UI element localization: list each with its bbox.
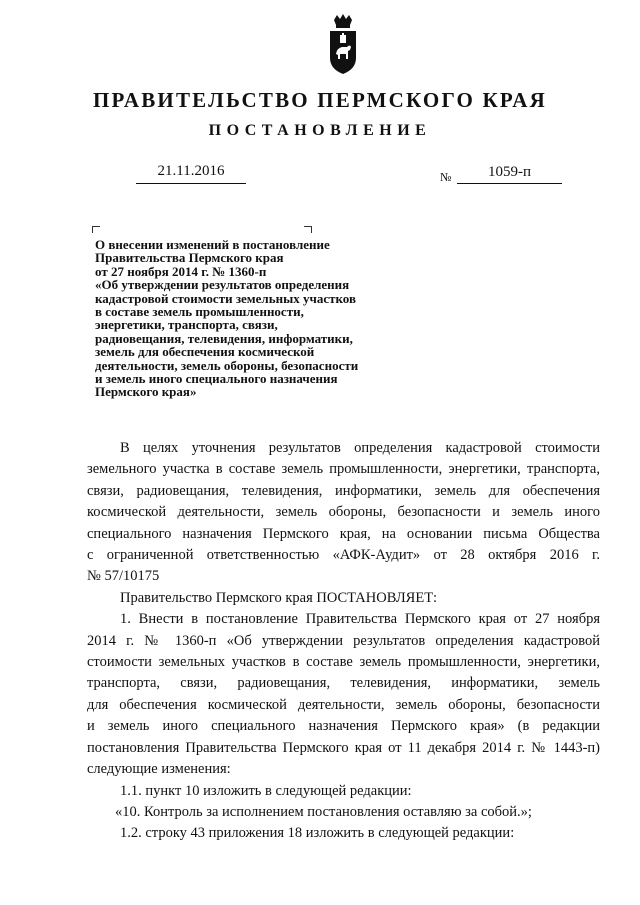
preamble-line: № 57/10175 bbox=[87, 568, 160, 585]
document-date: 21.11.2016 bbox=[136, 163, 246, 184]
item-1-line: постановления Правительства Пермского края от 11 декабря 2014 г. № 1443-п) bbox=[87, 739, 600, 756]
item-1-line: транспорта, связи, радиовещания, телевидения, информатики, земель bbox=[87, 675, 600, 692]
number-label: № bbox=[440, 170, 452, 184]
subject-line: кадастровой стоимости земельных участков bbox=[95, 290, 356, 306]
item-1-line: для обеспечения космической деятельности, земель обороны, безопасности bbox=[87, 696, 600, 713]
subject-line: радиовещания, телевидения, информатики, bbox=[95, 330, 353, 346]
document-subject bbox=[95, 238, 425, 399]
document-body bbox=[87, 438, 600, 845]
preamble-line: специального назначения Пермского края, на основании письма Общества bbox=[87, 525, 600, 542]
document-type: ПОСТАНОВЛЕНИЕ bbox=[208, 122, 432, 139]
subject-line: в составе земель промышленности, bbox=[95, 304, 304, 320]
preamble-line: с ограниченной ответственностью «АФК-Аудит» от 28 октября 2016 г. bbox=[87, 547, 600, 564]
subject-line: О внесении изменений в постановление bbox=[95, 237, 330, 252]
subject-bracket-left bbox=[92, 226, 100, 233]
item-1-1: 1.1. пункт 10 изложить в следующей редакции: bbox=[120, 782, 412, 799]
item-1-2: 1.2. строку 43 приложения 18 изложить в следующей редакции: bbox=[120, 825, 515, 842]
subject-line: и земель иного специального назначения bbox=[95, 371, 338, 387]
item-10-text: «10. Контроль за исполнением постановления оставляю за собой.»; bbox=[115, 803, 532, 820]
subject-line: земель для обеспечения космической bbox=[95, 344, 315, 360]
subject-line: Пермского края» bbox=[95, 384, 197, 400]
subject-line: «Об утверждении результатов определения bbox=[95, 277, 350, 293]
decree-line: Правительство Пермского края ПОСТАНОВЛЯЕТ: bbox=[120, 589, 438, 606]
subject-line: энергетики, транспорта, связи, bbox=[95, 317, 278, 333]
subject-line: Правительства Пермского края bbox=[95, 250, 284, 266]
preamble-line: земельного участка в составе земель промышленности, энергетики, транспорта, bbox=[87, 461, 600, 478]
subject-line: деятельности, земель обороны, безопасности bbox=[95, 357, 359, 373]
item-1-line: 1. Внести в постановление Правительства Пермского края от 27 ноября bbox=[120, 611, 600, 628]
item-1-line: следующие изменения: bbox=[87, 761, 231, 778]
preamble-line: связи, радиовещания, телевидения, информатики, земель для обеспечения bbox=[87, 482, 600, 499]
item-1-line: 2014 г. № 1360-п «Об утверждении результатов определения кадастровой bbox=[87, 632, 600, 649]
subject-line: от 27 ноября 2014 г. № 1360-п bbox=[95, 263, 267, 279]
preamble-line: В целях уточнения результатов определения кадастровой стоимости bbox=[120, 440, 600, 456]
subject-bracket-right bbox=[304, 226, 312, 233]
item-1-line: стоимости земельных участков в составе земель промышленности, энергетики, bbox=[87, 654, 600, 671]
preamble-line: космической деятельности, земель обороны, безопасности и земель иного bbox=[87, 504, 600, 521]
coat-of-arms-icon bbox=[328, 14, 358, 76]
item-1-line: и земель иного специального назначения Пермского края» (в редакции bbox=[87, 718, 600, 735]
government-name: ПРАВИТЕЛЬСТВО ПЕРМСКОГО КРАЯ bbox=[92, 88, 547, 112]
document-number: 1059-п bbox=[457, 164, 562, 184]
